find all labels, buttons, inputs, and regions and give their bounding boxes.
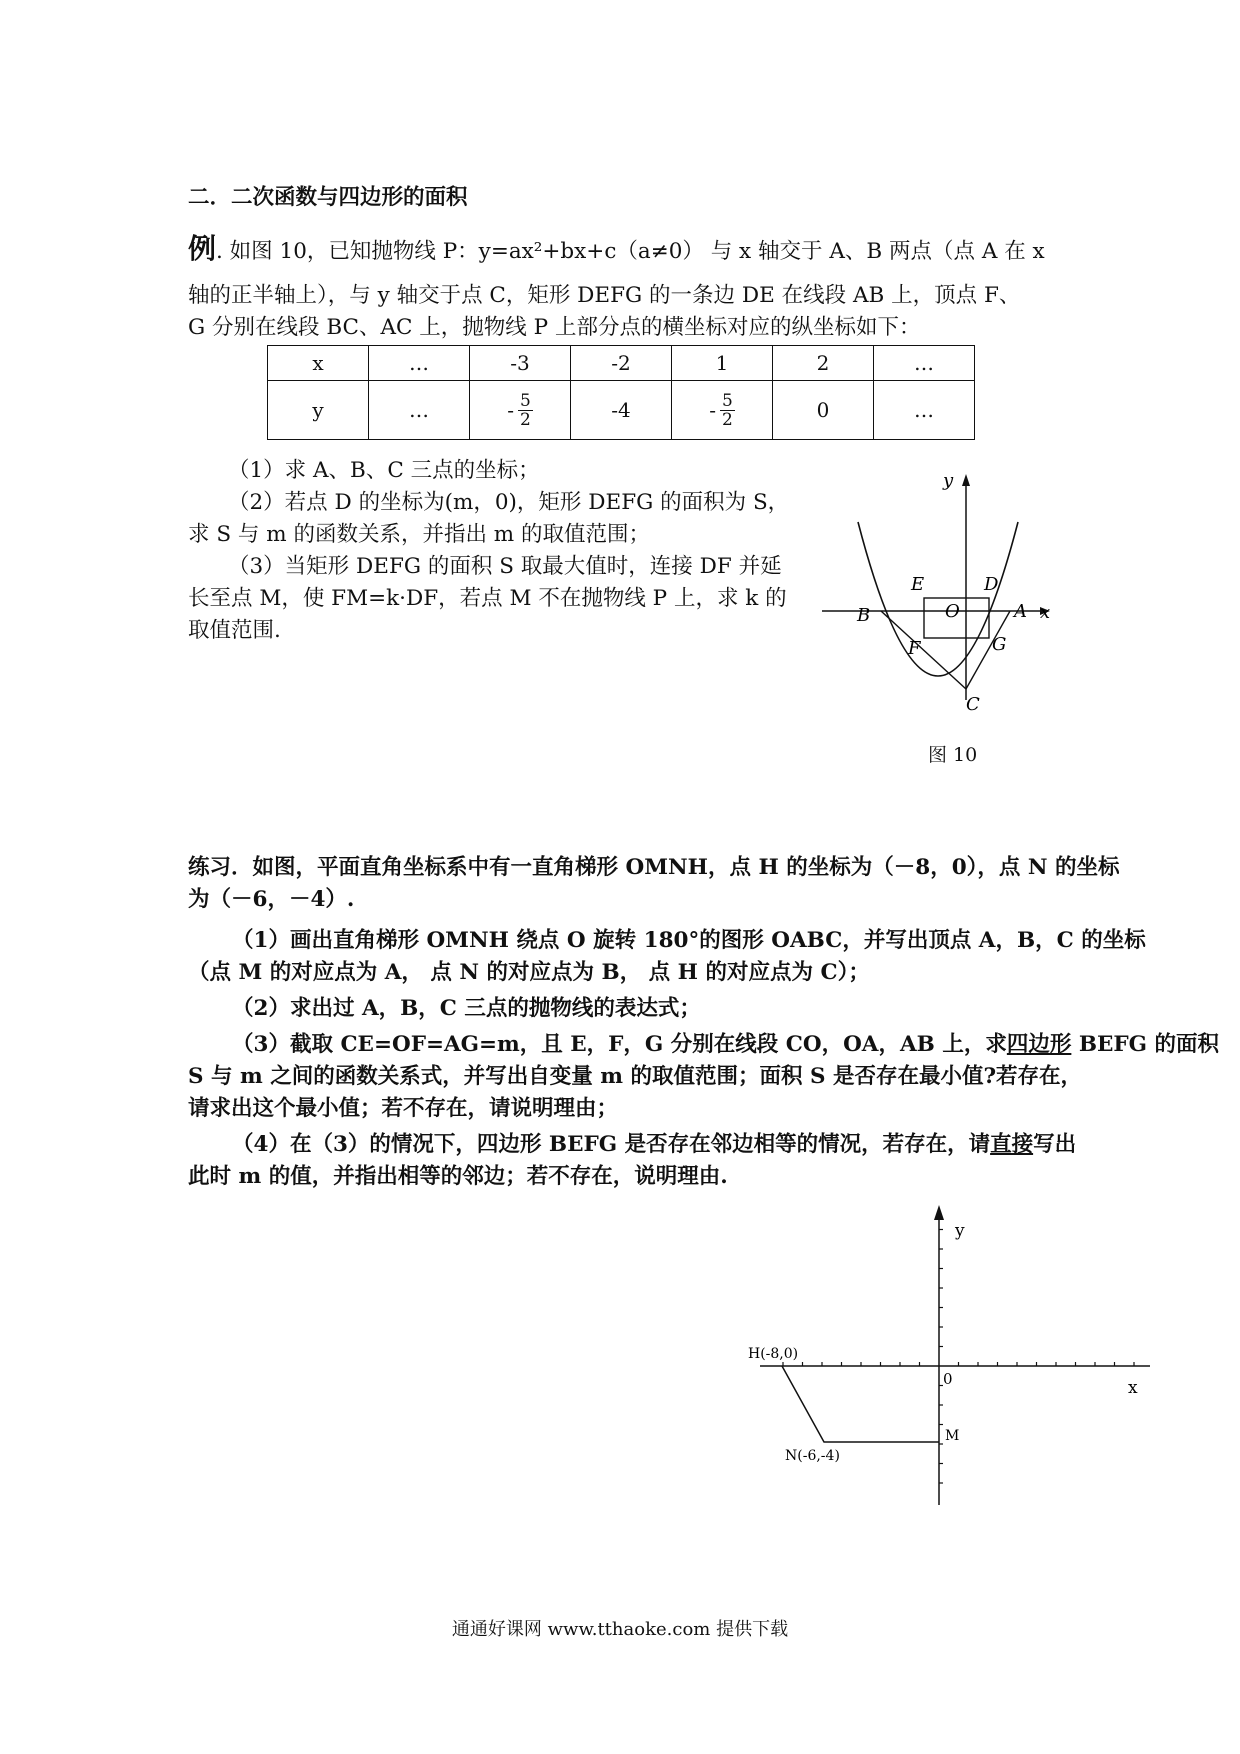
table-row-y [268,381,975,440]
table-cell: … [369,381,470,440]
label-x: x [1040,602,1051,623]
table-cell: 2 [773,346,874,381]
table-row-x [268,346,975,381]
table-cell: 1 [672,346,773,381]
exercise-part-3a-pre: （3）截取 CE=OF=AG=m，且 E，F，G 分别在线段 CO，OA，AB 上，求 [232,1032,1007,1057]
table-cell: -4 [571,381,672,440]
example-label: 例 [188,232,217,265]
table-cell: -2 [571,346,672,381]
exercise-part-1b: （点 M 的对应点为 A， 点 N 的对应点为 B， 点 H 的对应点为 C）； [188,960,870,985]
minus-sign: - [709,398,716,422]
exercise-part-4a [232,1130,1076,1160]
exercise-part-4a-pre: （4）在（3）的情况下，四边形 BEFG 是否存在邻边相等的情况，若存在，请 [232,1132,991,1157]
label-h: H(-8,0) [748,1346,799,1362]
exercise-part-3a-post: BEFG 的面积 [1071,1032,1220,1057]
table-cell: … [874,381,975,440]
example-text-1: . 如图 10，已知抛物线 P：y=ax²+bx+c（a≠0） 与 x 轴交于 A、B 两点（点 A 在 x [216,239,1045,264]
label-x: x [1128,1378,1138,1398]
label-y: y [943,470,954,491]
label-d: D [984,574,999,595]
values-table [267,345,975,440]
frac-num: 5 [721,390,733,411]
example-line-3: G 分别在线段 BC、AC 上，抛物线 P 上部分点的横坐标对应的纵坐标如下： [188,315,921,340]
question-2b: 求 S 与 m 的函数关系，并指出 m 的取值范围； [188,522,651,547]
question-3b: 长至点 M，使 FM=k·DF，若点 M 不在抛物线 P 上，求 k 的 [188,586,787,611]
table-cell: y [268,381,369,440]
exercise-part-3a-underlined: 四边形 [1006,1032,1072,1057]
label-g: G [992,634,1007,655]
example-line-2: 轴的正半轴上），与 y 轴交于点 C，矩形 DEFG 的一条边 DE 在线段 AB 上，顶点 F、 [188,283,1021,308]
y-axis-arrow [934,1205,944,1220]
frac-den: 2 [519,409,531,430]
label-n: N(-6,-4) [785,1448,840,1464]
example-line-1 [188,234,1045,267]
label-y: y [955,1221,965,1241]
label-o: O [945,601,960,622]
label-a: A [1014,601,1027,622]
exercise-line-1: 练习．如图，平面直角坐标系中有一直角梯形 OMNH，点 H 的坐标为（－8，0），点 N 的坐标 [188,855,1120,880]
table-cell: … [369,346,470,381]
exercise-part-4a-underlined: 直接 [990,1132,1034,1157]
table-cell: -3 [470,346,571,381]
table-cell: 0 [773,381,874,440]
label-e: E [911,574,925,595]
label-origin: 0 [943,1370,953,1388]
table-cell-fraction [470,381,571,440]
minus-sign: - [507,398,514,422]
frac-num: 5 [519,390,531,411]
label-c: C [966,694,980,715]
figure-10 [820,465,1080,765]
label-m: M [945,1428,960,1444]
label-f: F [908,638,921,659]
exercise-part-4b: 此时 m 的值，并指出相等的邻边；若不存在，说明理由. [188,1164,728,1189]
table-cell: x [268,346,369,381]
question-3c: 取值范围. [188,618,281,643]
question-1: （1）求 A、B、C 三点的坐标； [228,458,540,483]
figure-caption: 图 10 [928,744,978,766]
y-axis-arrow [962,474,970,486]
section-title: 二．二次函数与四边形的面积 [188,185,468,210]
exercise-part-3b: S 与 m 之间的函数关系式，并写出自变量 m 的取值范围；面积 S 是否存在最小值?若存在， [188,1064,1083,1089]
question-2a: （2）若点 D 的坐标为(m，0)，矩形 DEFG 的面积为 S， [228,490,790,515]
exercise-part-3c: 请求出这个最小值；若不存在，请说明理由； [188,1096,619,1121]
label-b: B [857,605,871,626]
exercise-part-3a [232,1030,1219,1060]
table-cell-fraction [672,381,773,440]
exercise-part-1a: （1）画出直角梯形 OMNH 绕点 O 旋转 180°的图形 OABC，并写出顶点 A，B，C 的坐标 [232,928,1146,953]
table-cell: … [874,346,975,381]
trapezoid-omnh [782,1366,939,1442]
footer: 通通好课网 www.tthaoke.com 提供下载 [451,1619,789,1640]
exercise-figure [740,1185,1160,1515]
exercise-line-2: 为（－6，－4）. [188,887,355,912]
exercise-part-2: （2）求出过 A，B，C 三点的抛物线的表达式； [232,996,701,1021]
exercise-part-4a-post: 写出 [1033,1132,1077,1157]
frac-den: 2 [721,409,733,430]
axis-ticks [783,1230,1134,1484]
question-3a: （3）当矩形 DEFG 的面积 S 取最大值时，连接 DF 并延 [228,554,782,579]
